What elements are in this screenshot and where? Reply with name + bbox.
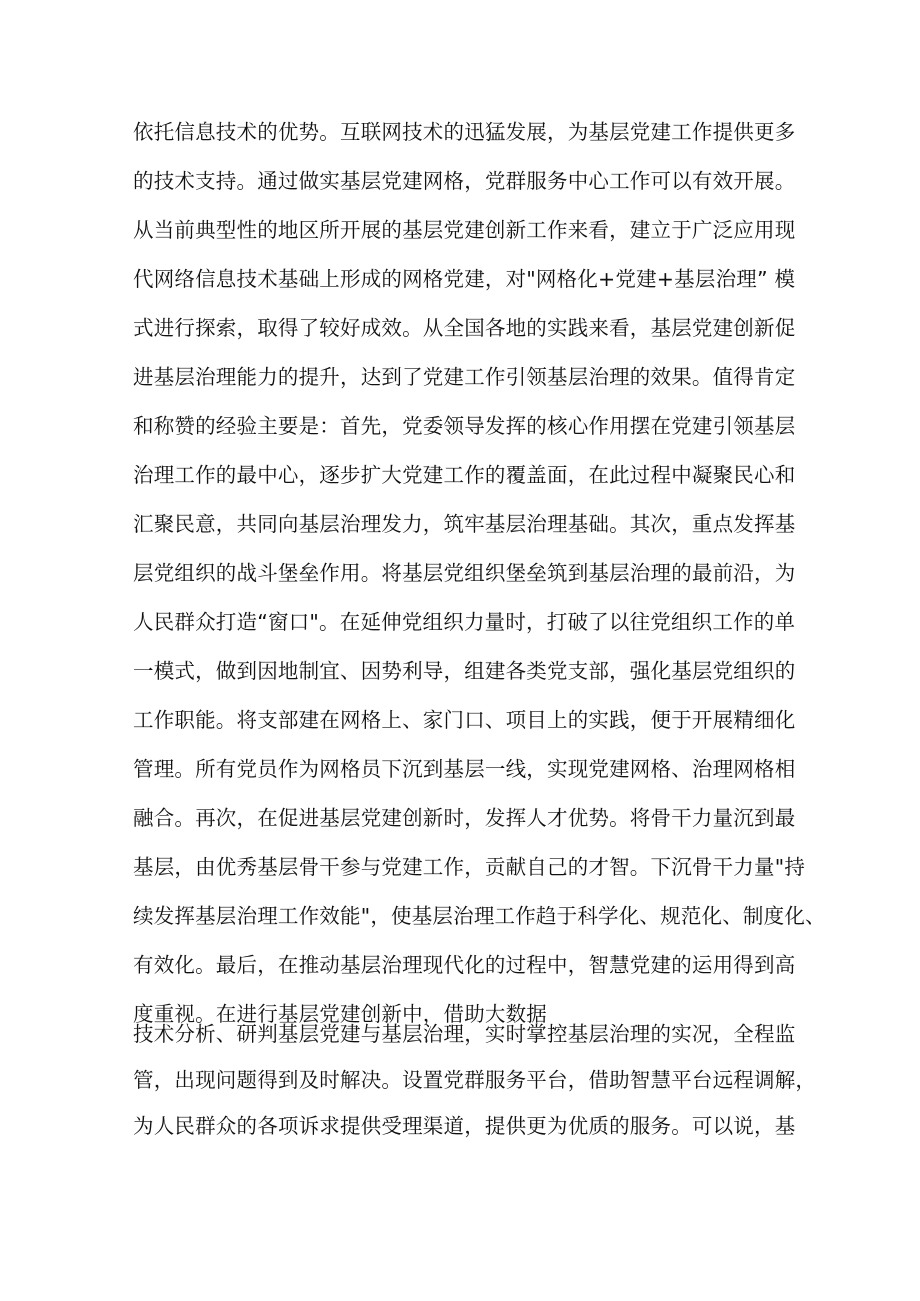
text-line: 代网络信息技术基础上形成的网格党建，对"网格化+党建+基层治理” 模 <box>133 267 796 291</box>
text-line: 基层，由优秀基层骨干参与党建工作，贡献自己的才智。下沉骨干力量"持 <box>133 855 806 879</box>
text-line: 有效化。最后，在推动基层治理现代化的过程中，智慧党建的运用得到高 <box>133 953 796 977</box>
text-line: 管理。所有党员作为网格员下沉到基层一线，实现党建网格、治理网格相 <box>133 757 796 781</box>
text-line: 汇聚民意，共同向基层治理发力，筑牢基层治理基础。其次，重点发挥基 <box>133 512 796 536</box>
text-line: 技术分析、研判基层党建与基层治理，实时掌控基层治理的实况，全程监 <box>133 1022 796 1046</box>
text-line: 和称赞的经验主要是：首先，党委领导发挥的核心作用摆在党建引领基层 <box>133 414 796 438</box>
paragraph-1 <box>133 115 826 1046</box>
text-line: 工作职能。将支部建在网格上、家门口、项目上的实践，便于开展精细化 <box>133 708 796 732</box>
text-line: 治理工作的最中心，逐步扩大党建工作的覆盖面，在此过程中凝聚民心和 <box>133 463 796 487</box>
paragraph-2 <box>133 1017 817 1155</box>
text-line: 融合。再次，在促进基层党建创新时，发挥人才优势。将骨干力量沉到最 <box>133 806 796 830</box>
text-line: 层党组织的战斗堡垒作用。将基层党组织堡垒筑到基层治理的最前沿，为 <box>133 561 796 585</box>
text-line: 续发挥基层治理工作效能"，使基层治理工作趋于科学化、规范化、制度化、 <box>133 904 826 928</box>
text-line: 从当前典型性的地区所开展的基层党建创新工作来看，建立于广泛应用现 <box>133 218 796 242</box>
text-line: 一模式，做到因地制宜、因势利导，组建各类党支部，强化基层党组织的 <box>133 659 796 683</box>
text-line: 度重视。在进行基层党建创新中，借助大数据 <box>133 1002 547 1026</box>
text-line: 进基层治理能力的提升，达到了党建工作引领基层治理的效果。值得肯定 <box>133 365 796 389</box>
text-line: 管，出现问题得到及时解决。设置党群服务平台，借助智慧平台远程调解， <box>133 1068 817 1092</box>
text-line: 式进行探索，取得了较好成效。从全国各地的实践来看，基层党建创新促 <box>133 316 796 340</box>
text-line: 人民群众打造“窗口"。在延伸党组织力量时，打破了以往党组织工作的单 <box>133 610 796 634</box>
text-line: 依托信息技术的优势。互联网技术的迅猛发展，为基层党建工作提供更多 <box>133 120 796 144</box>
text-line: 为人民群众的各项诉求提供受理渠道，提供更为优质的服务。可以说，基 <box>133 1114 796 1138</box>
text-line: 的技术支持。通过做实基层党建网格，党群服务中心工作可以有效开展。 <box>133 169 796 193</box>
